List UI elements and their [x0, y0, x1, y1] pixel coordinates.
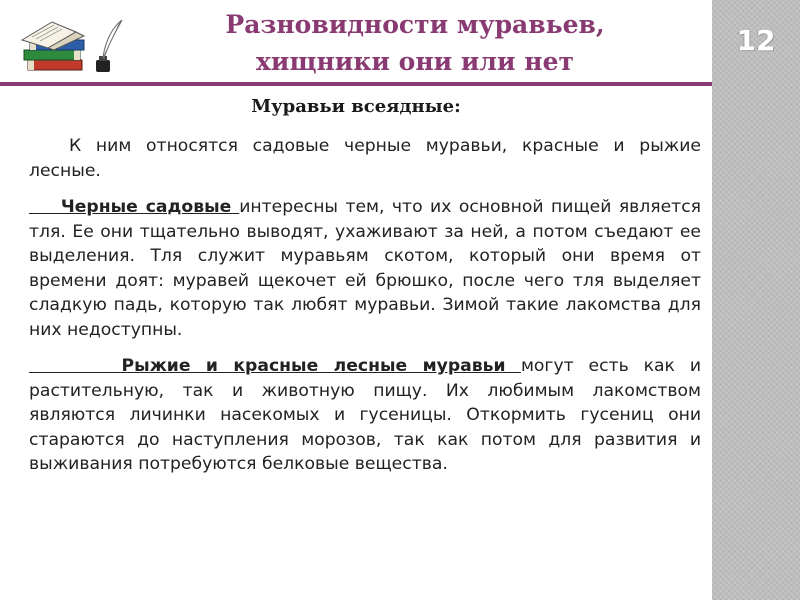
books-and-quill-icon [14, 10, 124, 78]
page-title [130, 6, 700, 80]
header-divider [0, 82, 712, 86]
title-line-1: Разновидности муравьев, [225, 10, 605, 39]
section-subtitle: Муравьи всеядные: [251, 96, 461, 117]
paragraph-3-text: могут есть как и растительную, так и животную пищу. Их любимым лакомством являются личинки насекомых и гусеницы. Откормить гусениц они стараются до наступления морозов, так как потом для развития и выживания потребуются белковые вещества. [29, 356, 701, 474]
side-stripe [712, 0, 800, 600]
content-body [29, 134, 701, 489]
title-line-2: хищники они или нет [256, 47, 574, 76]
slide-number: 12 [736, 24, 776, 57]
paragraph-2-lead: Черные садовые [29, 197, 240, 217]
paragraph-2-text: интересны тем, что их основной пищей является тля. Ее они тщательно выводят, ухаживают за ней, а потом съедают ее выделения. Тля служит муравьям скотом, который они время от времени доят: муравей щекочет ей брюшко, после чего тля выделяет сладкую падь, которую так любят муравьи. Зимой такие лакомства для них недоступны. [29, 197, 701, 340]
paragraph-3-lead: Рыжие и красные лесные муравьи [29, 356, 521, 376]
paragraph-3 [29, 354, 701, 477]
paragraph-1: К ним относятся садовые черные муравьи, красные и рыжие лесные. [29, 136, 701, 181]
paragraph-2 [29, 195, 701, 342]
